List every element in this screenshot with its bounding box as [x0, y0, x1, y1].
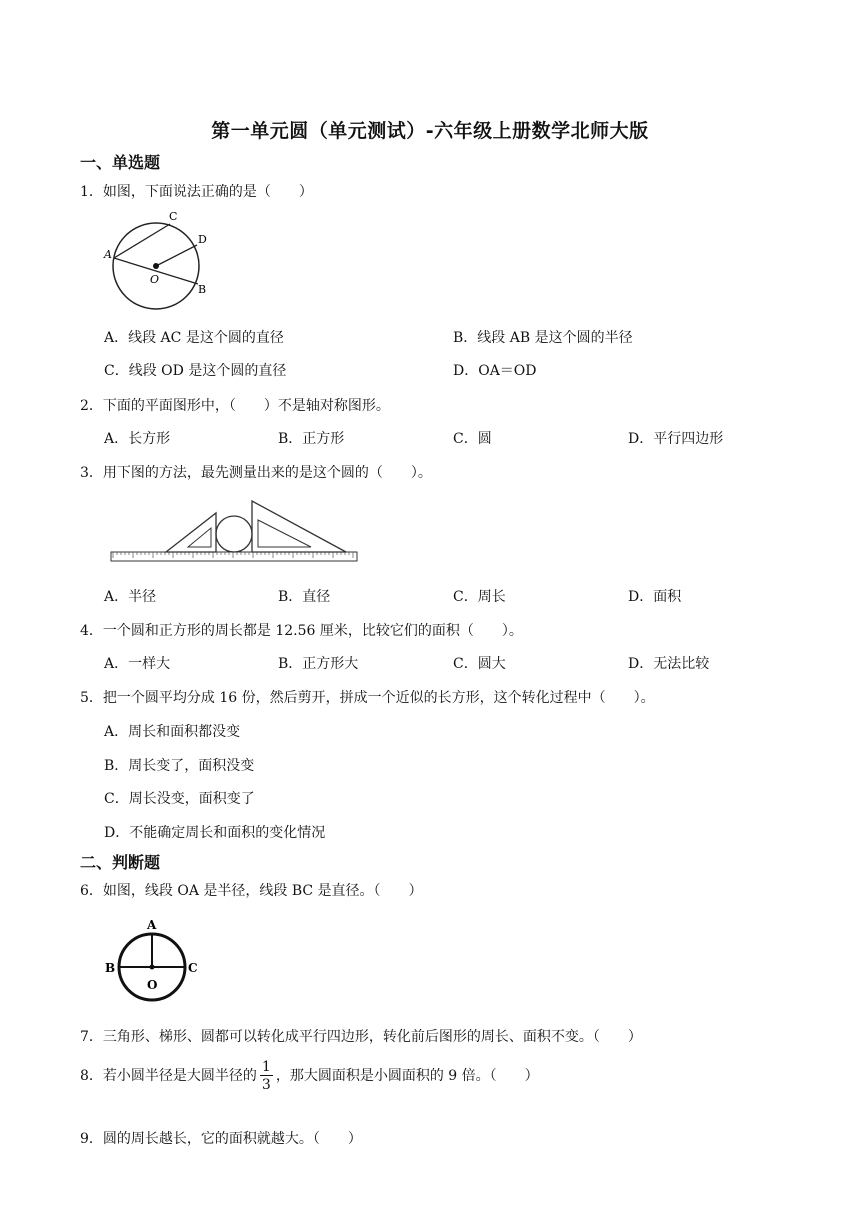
section-heading-single-choice: 一、单选题 [80, 153, 161, 172]
figure-label-o: O [150, 273, 160, 286]
q3-option-a[interactable]: A．半径 [104, 589, 157, 605]
q1-option-c[interactable]: C．线段 OD 是这个圆的直径 [104, 363, 287, 379]
q1-option-a[interactable]: A．线段 AC 是这个圆的直径 [104, 330, 284, 346]
question-7: 7．三角形、梯形、圆都可以转化成平行四边形，转化前后图形的周长、面积不变。（ ） [80, 1029, 642, 1045]
q1-option-b[interactable]: B．线段 AB 是这个圆的半径 [453, 330, 633, 346]
q1-option-d[interactable]: D．OA＝OD [453, 363, 537, 379]
figure-label-c: C [188, 961, 198, 975]
q3-option-d[interactable]: D．面积 [628, 589, 682, 605]
ruler-triangles-figure-q3 [108, 497, 360, 569]
figure-label-o: O [147, 978, 158, 992]
fraction-numerator: 1 [261, 1059, 271, 1075]
q8-text-after: ，那大圆面积是小圆面积的 9 倍。（ ） [275, 1068, 539, 1084]
fraction-denominator: 3 [261, 1077, 271, 1093]
question-8 [80, 1060, 539, 1092]
q8-text-before: 8．若小圆半径是大圆半径的 [80, 1068, 257, 1084]
question-2: 2．下面的平面图形中，（ ）不是轴对称图形。 [80, 398, 390, 414]
circle-figure-q1 [100, 207, 215, 317]
q3-option-b[interactable]: B．直径 [278, 589, 331, 605]
question-1: 1．如图，下面说法正确的是（ ） [80, 184, 313, 200]
q5-option-b[interactable]: B．周长变了，面积没变 [104, 758, 255, 774]
section-heading-judgement: 二、判断题 [80, 853, 161, 872]
figure-label-c: C [169, 210, 178, 223]
q3-option-c[interactable]: C．周长 [453, 589, 506, 605]
q2-option-a[interactable]: A．长方形 [104, 431, 171, 447]
figure-label-d: D [198, 233, 207, 246]
question-9: 9．圆的周长越长，它的面积就越大。（ ） [80, 1131, 362, 1147]
q4-option-b[interactable]: B．正方形大 [278, 656, 359, 672]
question-4: 4．一个圆和正方形的周长都是 12.56 厘米，比较它们的面积（ ）。 [80, 623, 523, 639]
figure-label-b: B [105, 961, 116, 975]
q5-option-c[interactable]: C．周长没变，面积变了 [104, 791, 255, 807]
q5-option-d[interactable]: D．不能确定周长和面积的变化情况 [104, 825, 326, 841]
figure-label-a: A [104, 248, 112, 261]
q4-option-a[interactable]: A．一样大 [104, 656, 171, 672]
page-title: 第一单元圆（单元测试）-六年级上册数学北师大版 [211, 120, 649, 142]
q5-option-a[interactable]: A．周长和面积都没变 [104, 724, 241, 740]
figure-label-b: B [198, 283, 207, 296]
q2-option-b[interactable]: B．正方形 [278, 431, 345, 447]
q2-option-c[interactable]: C．圆 [453, 431, 492, 447]
fraction-one-third [260, 1060, 273, 1092]
q2-option-d[interactable]: D．平行四边形 [628, 431, 724, 447]
q4-option-c[interactable]: C．圆大 [453, 656, 506, 672]
question-3: 3．用下图的方法，最先测量出来的是这个圆的（ ）。 [80, 465, 432, 481]
q4-option-d[interactable]: D．无法比较 [628, 656, 710, 672]
question-5: 5．把一个圆平均分成 16 份，然后剪开，拼成一个近似的长方形，这个转化过程中（ ）。 [80, 690, 655, 706]
figure-label-a: A [147, 918, 157, 932]
circle-figure-q6 [100, 916, 205, 1008]
question-6: 6．如图，线段 OA 是半径，线段 BC 是直径。（ ） [80, 883, 423, 899]
